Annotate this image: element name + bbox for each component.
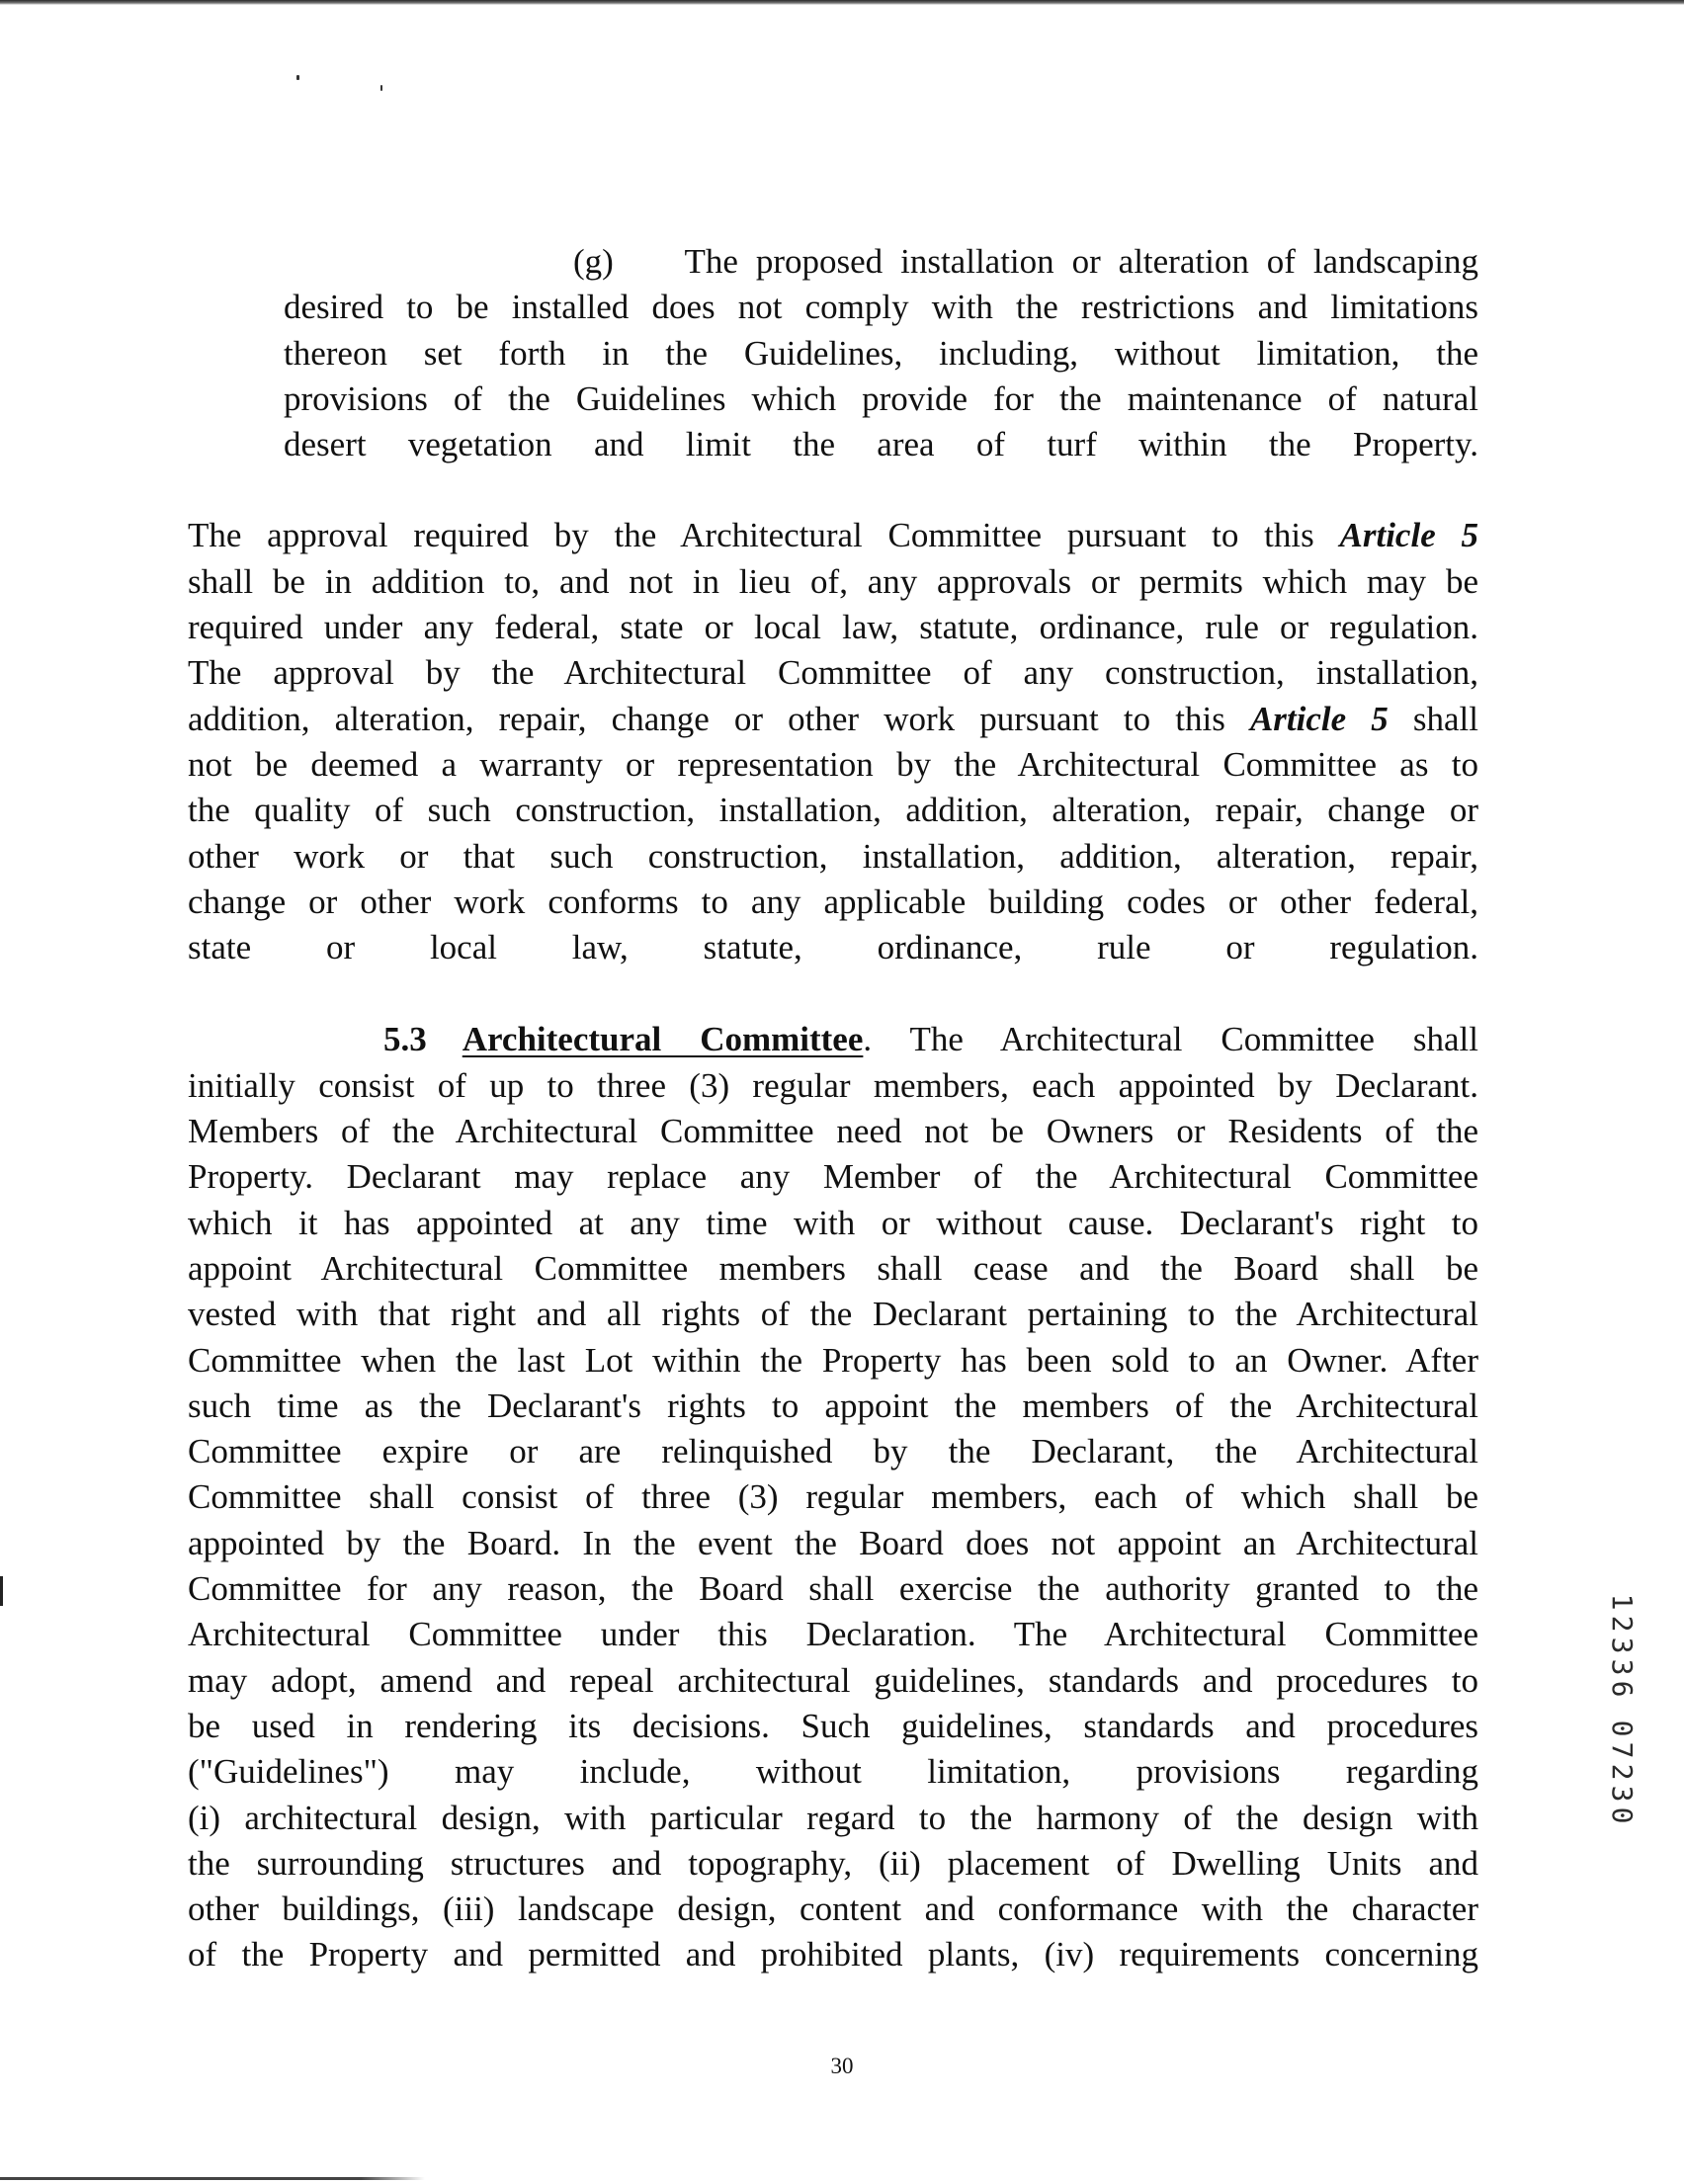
approval-line-1-text: The approval required by the Architectural Committee pursuant to this bbox=[188, 516, 1314, 555]
section-line: (i) architectural design, with particular regard to the harmony of the design with bbox=[188, 1798, 1478, 1837]
section-line: appointed by the Board. In the event the Board does not appoint an Architectural bbox=[188, 1523, 1478, 1562]
article-reference: Article 5 bbox=[1339, 516, 1478, 555]
section-line: Members of the Architectural Committee need not be Owners or Residents of the bbox=[188, 1112, 1478, 1151]
section-line: which it has appointed at any time with or without cause. Declarant's right to bbox=[188, 1203, 1478, 1242]
stamp-digit: 3 bbox=[1606, 1785, 1639, 1803]
section-title-punct: . bbox=[863, 1020, 873, 1059]
section-line: vested with that right and all rights of the Declarant pertaining to the Architectural bbox=[188, 1295, 1478, 1334]
section-line: Committee for any reason, the Board shall exercise the authority granted to the bbox=[188, 1569, 1478, 1609]
approval-line-1 bbox=[188, 513, 1478, 558]
section-line: such time as the Declarant's rights to appoint the members of the Architectural bbox=[188, 1386, 1478, 1425]
approval-line-7: the quality of such construction, installation, addition, alteration, repair, change or bbox=[188, 791, 1478, 830]
page-number: 30 bbox=[830, 2054, 854, 2078]
section-line: of the Property and permitted and prohibited plants, (iv) requirements concerning bbox=[188, 1935, 1478, 1974]
stamp-digit: 2 bbox=[1606, 1615, 1639, 1633]
subparagraph-g-line-4: provisions of the Guidelines which provide for the maintenance of natural bbox=[284, 378, 1478, 418]
stamp-digit: 1 bbox=[1606, 1593, 1639, 1611]
article-reference: Article 5 bbox=[1249, 699, 1389, 738]
scan-speck bbox=[296, 75, 299, 80]
section-line: may adopt, amend and repeal architectural guidelines, standards and procedures to bbox=[188, 1660, 1478, 1700]
stamp-digit: 3 bbox=[1606, 1658, 1639, 1676]
stamp-digit: 0 bbox=[1606, 1806, 1639, 1824]
approval-paragraph bbox=[188, 513, 1478, 970]
stamp-digit: 0 bbox=[1606, 1720, 1639, 1737]
scan-edge-left bbox=[0, 1576, 3, 1606]
subparagraph-g bbox=[284, 239, 1478, 467]
stamp-digit: 6 bbox=[1606, 1680, 1639, 1698]
section-line: the surrounding structures and topography, (ii) placement of Dwelling Units and bbox=[188, 1843, 1478, 1883]
section-5-3 bbox=[188, 1017, 1478, 1977]
scan-speck bbox=[380, 85, 382, 91]
section-line: be used in rendering its decisions. Such guidelines, standards and procedures bbox=[188, 1706, 1478, 1745]
stamp-digit: 7 bbox=[1606, 1741, 1639, 1759]
approval-line-5-text: addition, alteration, repair, change or other work pursuant to this bbox=[188, 699, 1225, 738]
approval-line-10: state or local law, statute, ordinance, rule or regulation. bbox=[188, 928, 1478, 967]
approval-line-3: required under any federal, state or local law, statute, ordinance, rule or regulation. bbox=[188, 608, 1478, 647]
scan-edge-top bbox=[0, 0, 1684, 5]
approval-line-2: shall be in addition to, and not in lieu of, any approvals or permits which may be bbox=[188, 561, 1478, 601]
section-line: Committee expire or are relinquished by the Declarant, the Architectural bbox=[188, 1432, 1478, 1471]
subparagraph-g-line-2: desired to be installed does not comply with the restrictions and limitations bbox=[284, 288, 1478, 327]
section-line: Committee shall consist of three (3) regular members, each of which shall be bbox=[188, 1477, 1478, 1517]
section-number: 5.3 bbox=[383, 1020, 427, 1059]
page-body bbox=[188, 239, 1478, 1978]
section-first-line-text: The Architectural Committee shall bbox=[909, 1020, 1478, 1059]
approval-line-4: The approval by the Architectural Committee of any construction, installation, bbox=[188, 653, 1478, 693]
scan-edge-bottom bbox=[0, 2177, 425, 2180]
stamp-digit: 3 bbox=[1606, 1637, 1639, 1654]
subparagraph-g-line-3: thereon set forth in the Guidelines, including, without limitation, the bbox=[284, 333, 1478, 373]
section-line: other buildings, (iii) landscape design, content and conformance with the character bbox=[188, 1890, 1478, 1929]
approval-line-8: other work or that such construction, installation, addition, alteration, repair, bbox=[188, 836, 1478, 876]
subparagraph-g-text: The proposed installation or alteration of landscaping bbox=[684, 242, 1478, 281]
section-heading-line bbox=[188, 1017, 1478, 1062]
subparagraph-label: (g) bbox=[573, 242, 614, 281]
subparagraph-g-line-1 bbox=[573, 239, 1478, 285]
approval-line-6: not be deemed a warranty or representation by the Architectural Committee as to bbox=[188, 744, 1478, 784]
section-line: Property. Declarant may replace any Member of the Architectural Committee bbox=[188, 1157, 1478, 1197]
approval-line-9: change or other work conforms to any applicable building codes or other federal, bbox=[188, 882, 1478, 921]
approval-line-5 bbox=[188, 697, 1478, 742]
section-line: Architectural Committee under this Declaration. The Architectural Committee bbox=[188, 1615, 1478, 1654]
subparagraph-g-line-5: desert vegetation and limit the area of turf within the Property. bbox=[284, 425, 1478, 464]
section-line: ("Guidelines") may include, without limitation, provisions regarding bbox=[188, 1752, 1478, 1792]
recording-number-stamp bbox=[1607, 1591, 1637, 1826]
section-line: initially consist of up to three (3) regular members, each appointed by Declarant. bbox=[188, 1065, 1478, 1105]
section-title: Architectural Committee bbox=[462, 1020, 864, 1059]
section-line: Committee when the last Lot within the Property has been sold to an Owner. After bbox=[188, 1340, 1478, 1380]
approval-line-5-tail: shall bbox=[1412, 699, 1479, 738]
stamp-digit: 2 bbox=[1606, 1763, 1639, 1781]
section-line: appoint Architectural Committee members shall cease and the Board shall be bbox=[188, 1248, 1478, 1288]
